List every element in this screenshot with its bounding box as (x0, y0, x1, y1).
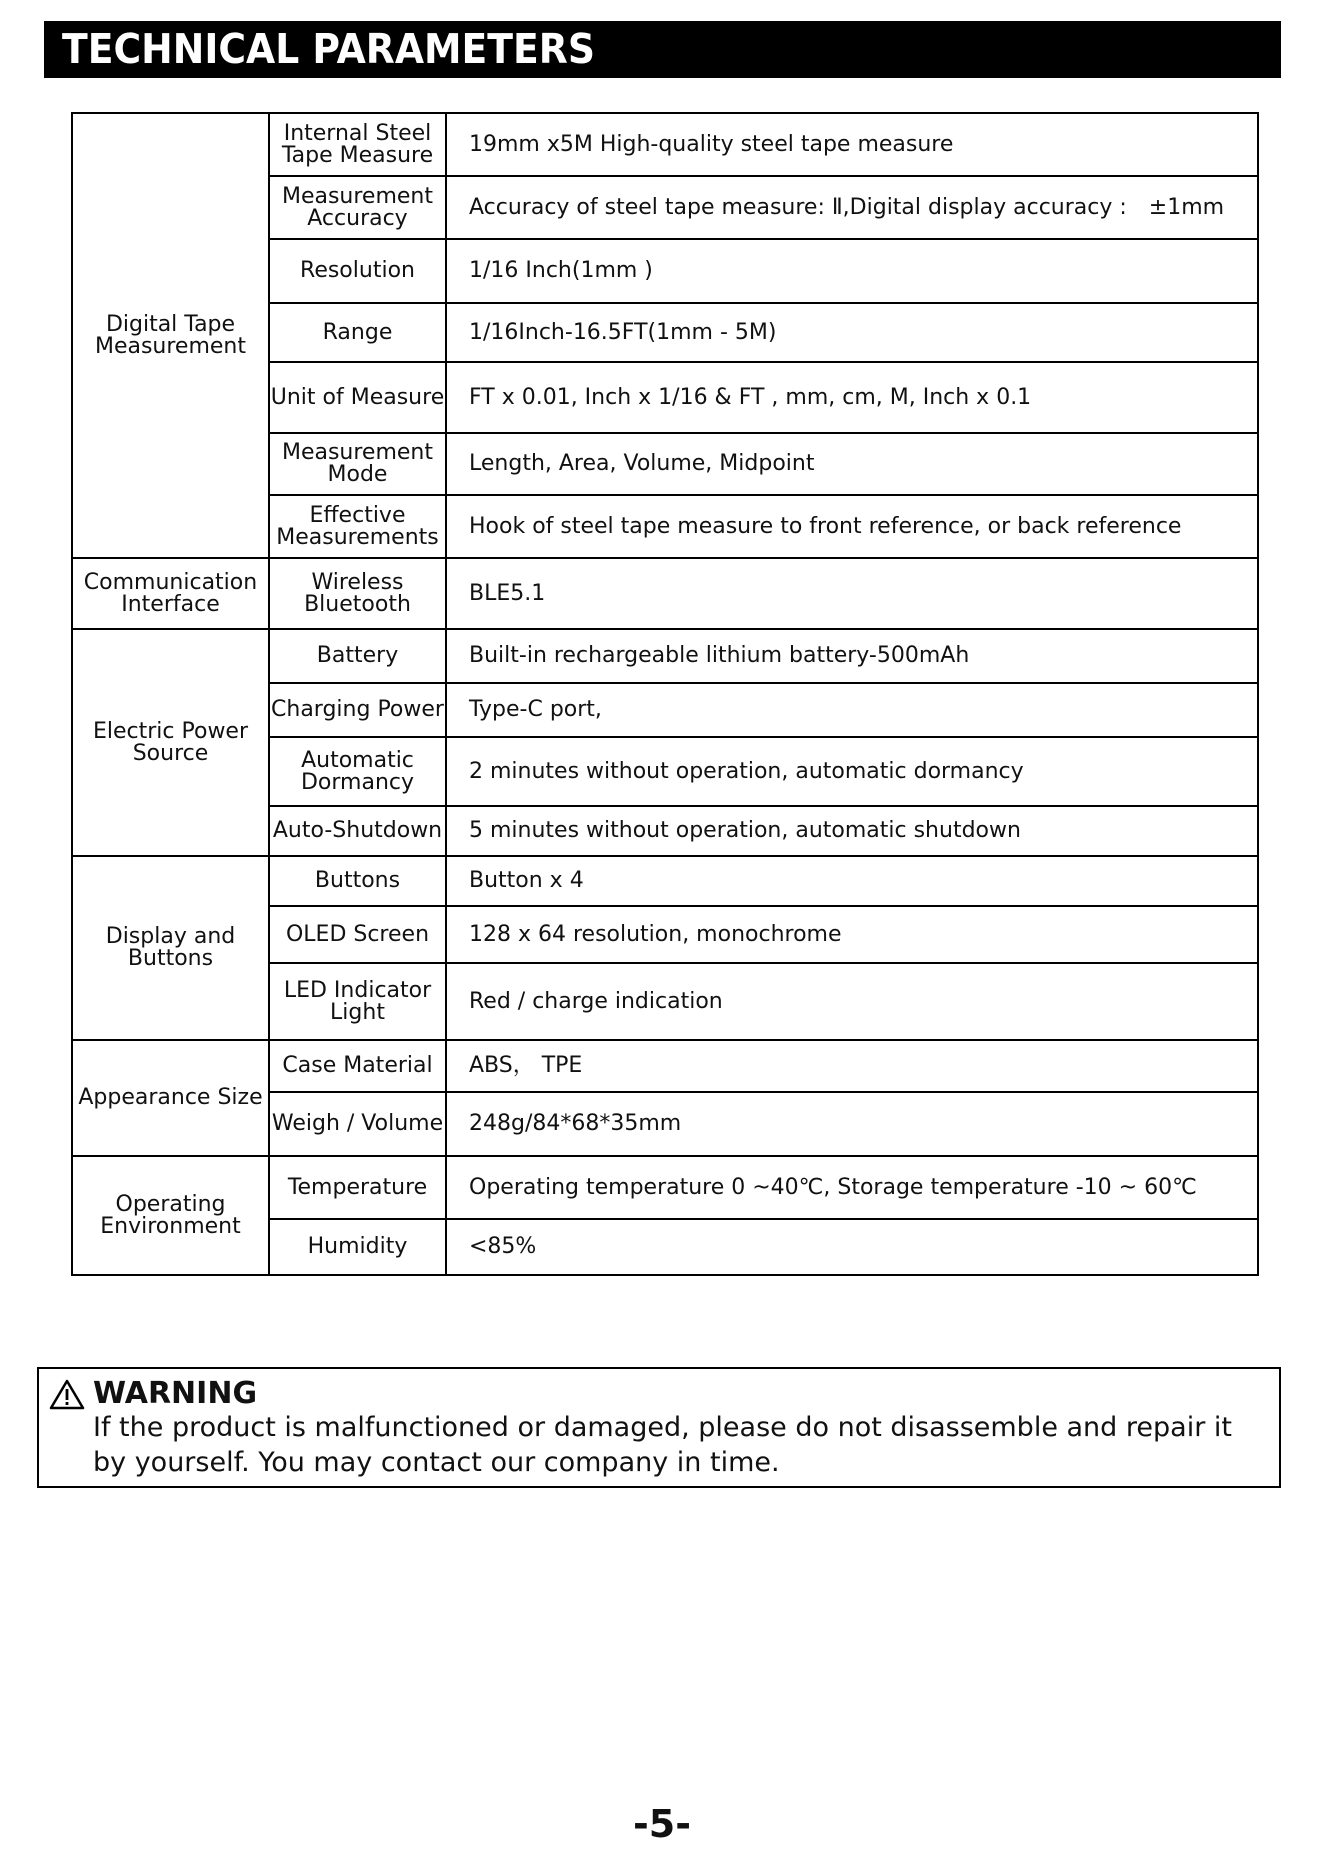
param-cell: OLED Screen (269, 906, 446, 963)
param-cell: Automatic Dormancy (269, 737, 446, 806)
value-cell: BLE5.1 (446, 558, 1258, 629)
page-title: TECHNICAL PARAMETERS (62, 25, 596, 73)
value-cell: 248g/84*68*35mm (446, 1092, 1258, 1156)
table-row (72, 558, 1258, 629)
table-row (72, 856, 1258, 906)
value-cell: 2 minutes without operation, automatic dormancy (446, 737, 1258, 806)
category-cell: Communication Interface (72, 558, 269, 629)
value-cell: 1/16Inch-16.5FT(1mm - 5M) (446, 303, 1258, 362)
param-cell: LED Indicator Light (269, 963, 446, 1040)
warning-title: WARNING (93, 1376, 258, 1411)
param-cell: Resolution (269, 239, 446, 303)
param-cell: Temperature (269, 1156, 446, 1219)
value-cell: FT x 0.01, Inch x 1/16 & FT , mm, cm, M, Inch x 0.1 (446, 362, 1258, 433)
param-cell: Buttons (269, 856, 446, 906)
param-cell: Measurement Accuracy (269, 176, 446, 239)
value-cell: Type-C port, (446, 683, 1258, 737)
param-cell: Case Material (269, 1040, 446, 1092)
param-cell: Humidity (269, 1219, 446, 1275)
param-cell: Weigh / Volume (269, 1092, 446, 1156)
warning-text: If the product is malfunctioned or damaged, please do not disassemble and repair it by yourself. You may contact our company in time. (93, 1412, 1232, 1478)
param-cell: Effective Measurements (269, 495, 446, 558)
category-cell: Digital Tape Measurement (72, 113, 269, 558)
value-cell: 128 x 64 resolution, monochrome (446, 906, 1258, 963)
category-cell: Electric Power Source (72, 629, 269, 856)
header-bar (44, 21, 1281, 78)
value-cell: 5 minutes without operation, automatic shutdown (446, 806, 1258, 856)
param-cell: Range (269, 303, 446, 362)
value-cell: 19mm x5M High-quality steel tape measure (446, 113, 1258, 176)
value-cell: Built-in rechargeable lithium battery-500mAh (446, 629, 1258, 683)
category-cell: Operating Environment (72, 1156, 269, 1275)
param-cell: Auto-Shutdown (269, 806, 446, 856)
page-number: -5- (633, 1802, 691, 1846)
technical-parameters-table (71, 112, 1259, 1276)
table-row (72, 113, 1258, 176)
value-cell: Accuracy of steel tape measure: Ⅱ,Digital display accuracy : ±1mm (446, 176, 1258, 239)
table-row (72, 1156, 1258, 1219)
value-cell: Button x 4 (446, 856, 1258, 906)
value-cell: Operating temperature 0 ~40℃, Storage temperature -10 ~ 60℃ (446, 1156, 1258, 1219)
value-cell: <85% (446, 1219, 1258, 1275)
warning-heading (49, 1377, 257, 1411)
param-cell: Charging Power (269, 683, 446, 737)
value-cell: ABS， TPE (446, 1040, 1258, 1092)
table-row (72, 1040, 1258, 1092)
category-cell: Display and Buttons (72, 856, 269, 1040)
value-cell: Red / charge indication (446, 963, 1258, 1040)
param-cell: Unit of Measure (269, 362, 446, 433)
param-cell: Battery (269, 629, 446, 683)
table-row (72, 629, 1258, 683)
value-cell: 1/16 Inch(1mm ) (446, 239, 1258, 303)
category-cell: Appearance Size (72, 1040, 269, 1156)
param-cell: Internal Steel Tape Measure (269, 113, 446, 176)
warning-triangle-icon (49, 1378, 85, 1410)
value-cell: Length, Area, Volume, Midpoint (446, 433, 1258, 495)
value-cell: Hook of steel tape measure to front reference, or back reference (446, 495, 1258, 558)
param-cell: Measurement Mode (269, 433, 446, 495)
param-cell: Wireless Bluetooth (269, 558, 446, 629)
warning-box (37, 1367, 1281, 1488)
